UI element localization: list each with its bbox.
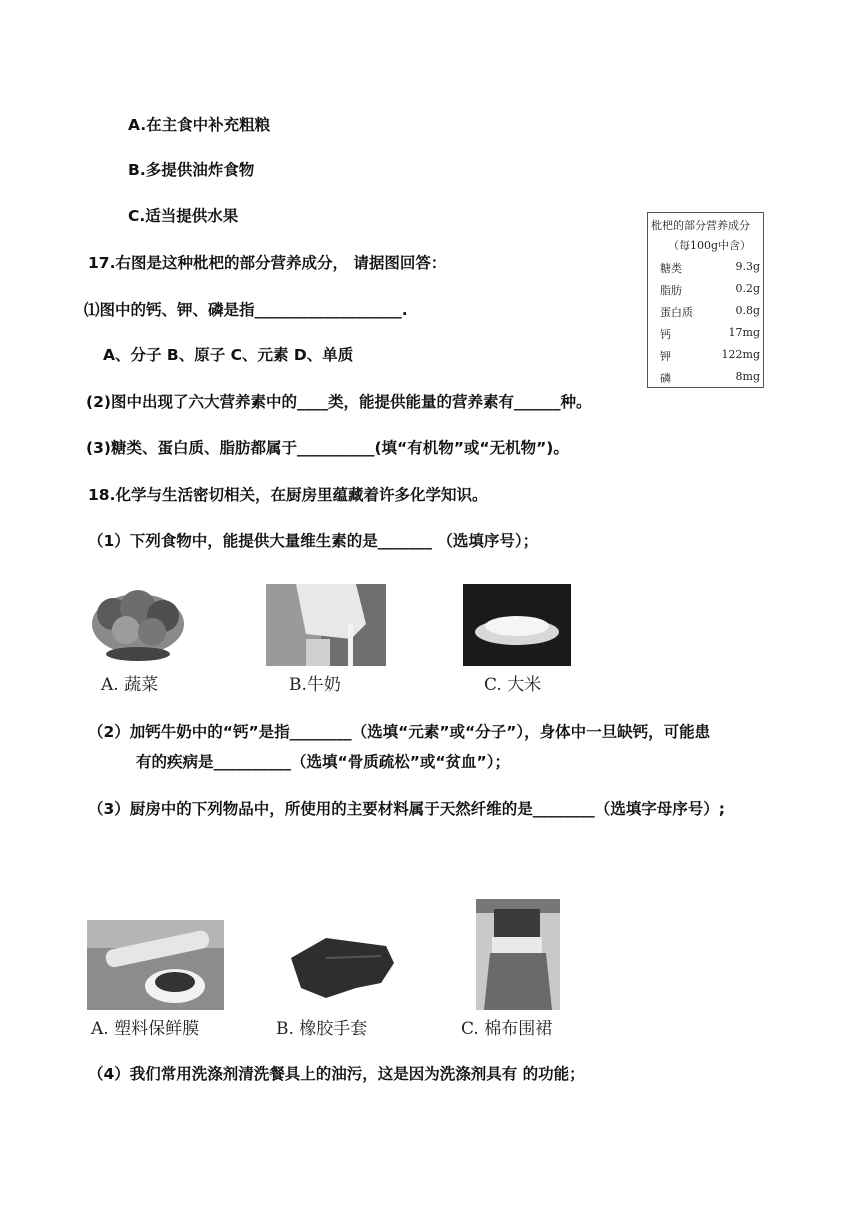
nutrition-table: 枇杷的部分营养成分 （每100g中含） 糖类 9.3g 脂肪 0.2g 蛋白质 0.8g 钙 17mg 钾 122mg 磷 8mg [647,212,764,388]
q18-part1: （1）下列食物中，能提供大量维生素的是_______ （选填序号）； [88,532,539,550]
food-caption-a: A. 蔬菜 [101,675,159,695]
milk-image [266,584,386,666]
q17-stem: 17.右图是这种枇杷的部分营养成分， 请据图回答： [88,254,447,272]
rice-image [463,584,571,666]
q18-part2-line1: （2）加钙牛奶中的“钙”是指________（选填“元素”或“分子”），身体中一旦缺钙，可能患 [88,723,711,741]
plastic-wrap-image [87,920,224,1010]
nutrition-table-subtitle: （每100g中含） [668,239,752,252]
food-caption-b: B.牛奶 [289,675,341,695]
q17-part3: (3)糖类、蛋白质、脂肪都属于__________(填“有机物”或“无机物”)。 [86,439,569,457]
rubber-glove-image [286,928,398,1002]
nutrition-table-title: 枇杷的部分营养成分 [651,219,750,232]
q18-part2-line2: 有的疾病是__________（选填“骨质疏松”或“贫血”）； [136,753,510,771]
vegetable-image [88,586,188,664]
q17-part2: (2)图中出现了六大营养素中的____类，能提供能量的营养素有______种。 [86,393,592,411]
q17-part1: ⑴图中的钙、钾、磷是指___________________. [84,301,408,319]
food-caption-c: C. 大米 [484,675,542,695]
cotton-apron-image [476,899,560,1010]
q17-choices: A、分子 B、原子 C、元素 D、单质 [103,346,354,364]
option-c: C.适当提供水果 [128,207,239,225]
item-caption-b: B. 橡胶手套 [276,1019,368,1039]
q18-part4: （4）我们常用洗涤剂清洗餐具上的油污，这是因为洗涤剂具有 的功能； [88,1065,585,1083]
q18-stem: 18.化学与生活密切相关，在厨房里蕴藏着许多化学知识。 [88,486,488,504]
item-caption-c: C. 棉布围裙 [461,1019,553,1039]
option-a: A.在主食中补充粗粮 [128,116,271,134]
q18-part3: （3）厨房中的下列物品中，所使用的主要材料属于天然纤维的是________（选填字母序号）; [88,800,725,818]
option-b: B.多提供油炸食物 [128,161,255,179]
item-caption-a: A. 塑料保鲜膜 [91,1019,200,1039]
